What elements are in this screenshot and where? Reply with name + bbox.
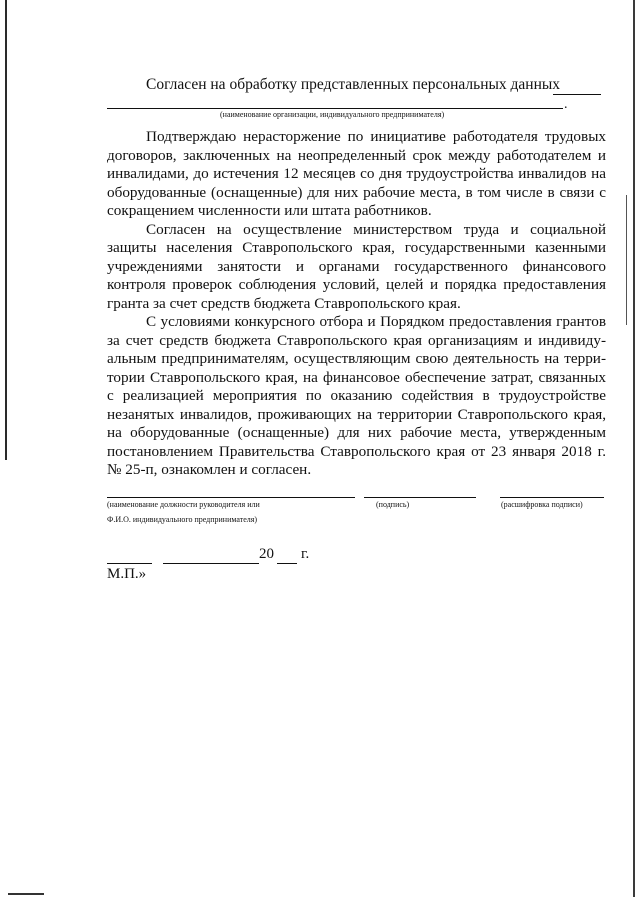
body-text <box>107 128 606 480</box>
signature-decoding-caption: (расшифровка подписи) <box>501 500 583 509</box>
signature-line <box>364 497 476 498</box>
position-caption: (наименование должности руководителя или <box>107 500 260 509</box>
signature-decoding-line <box>500 497 604 498</box>
scan-edge-right-inner <box>626 195 627 325</box>
scan-edge-left <box>5 0 7 460</box>
scan-edge-right <box>633 0 635 897</box>
position-caption-continued: Ф.И.О. индивидуального предпринимателя) <box>107 515 258 524</box>
organization-line-dot: . <box>564 97 568 112</box>
signature-caption: (подпись) <box>376 500 410 509</box>
date-year-prefix: 20 <box>259 546 274 562</box>
consent-blank <box>553 94 601 95</box>
scan-edge-bottom-mark <box>8 893 44 895</box>
consent-text: Согласен на обработку представленных персональных данных <box>146 76 561 93</box>
paragraph-acknowledgement: С условиями конкурсного отбора и Порядком предоставления грантов за счет средств бюджета Ставропольского края организациям и индивидуальным предпринимателям, осуществляющим свою деятельность на территории Ставропольского края, на финансовое обеспечение затрат, связанных с реализацией мероприятия по оказанию содействия в трудоустройстве незанятых инвалидов, проживающих на территории Ставропольского края, на оборудованные (оснащенные) для них рабочие места, утвержденным постановлением Правительства Ставропольского края от 23 января 2018 г. № 25-п, ознакомлен и согласен. <box>107 313 606 478</box>
date-year-suffix: г. <box>301 546 310 562</box>
paragraph-no-termination: Подтверждаю нерасторжение по инициативе работодателя трудовых договоров, заключенных на неопределенный срок между работодателем и инвалидами, до истечения 12 месяцев со дня трудоустройства инвалидов на оборудованные (оснащенные) для них рабочие места, в том числе в связи с сокращением численности или штата работников. <box>107 128 606 219</box>
position-line <box>107 497 355 498</box>
date-year-blank <box>277 563 297 564</box>
organization-name-line <box>107 108 563 109</box>
stamp-place-label: М.П.» <box>107 566 147 582</box>
date-month-blank <box>163 563 259 564</box>
organization-caption: (наименование организации, индивидуального предпринимателя) <box>220 110 445 119</box>
date-day-blank <box>107 563 152 564</box>
paragraph-consent-to-control: Согласен на осуществление министерством труда и социальной защиты населения Ставропольского края, государственными казенными учреждениями занятости и органами государственного финансового контроля проверок соблюдения условий, целей и порядка предоставления гранта за счет средств бюджета Ставропольского края. <box>107 220 606 312</box>
